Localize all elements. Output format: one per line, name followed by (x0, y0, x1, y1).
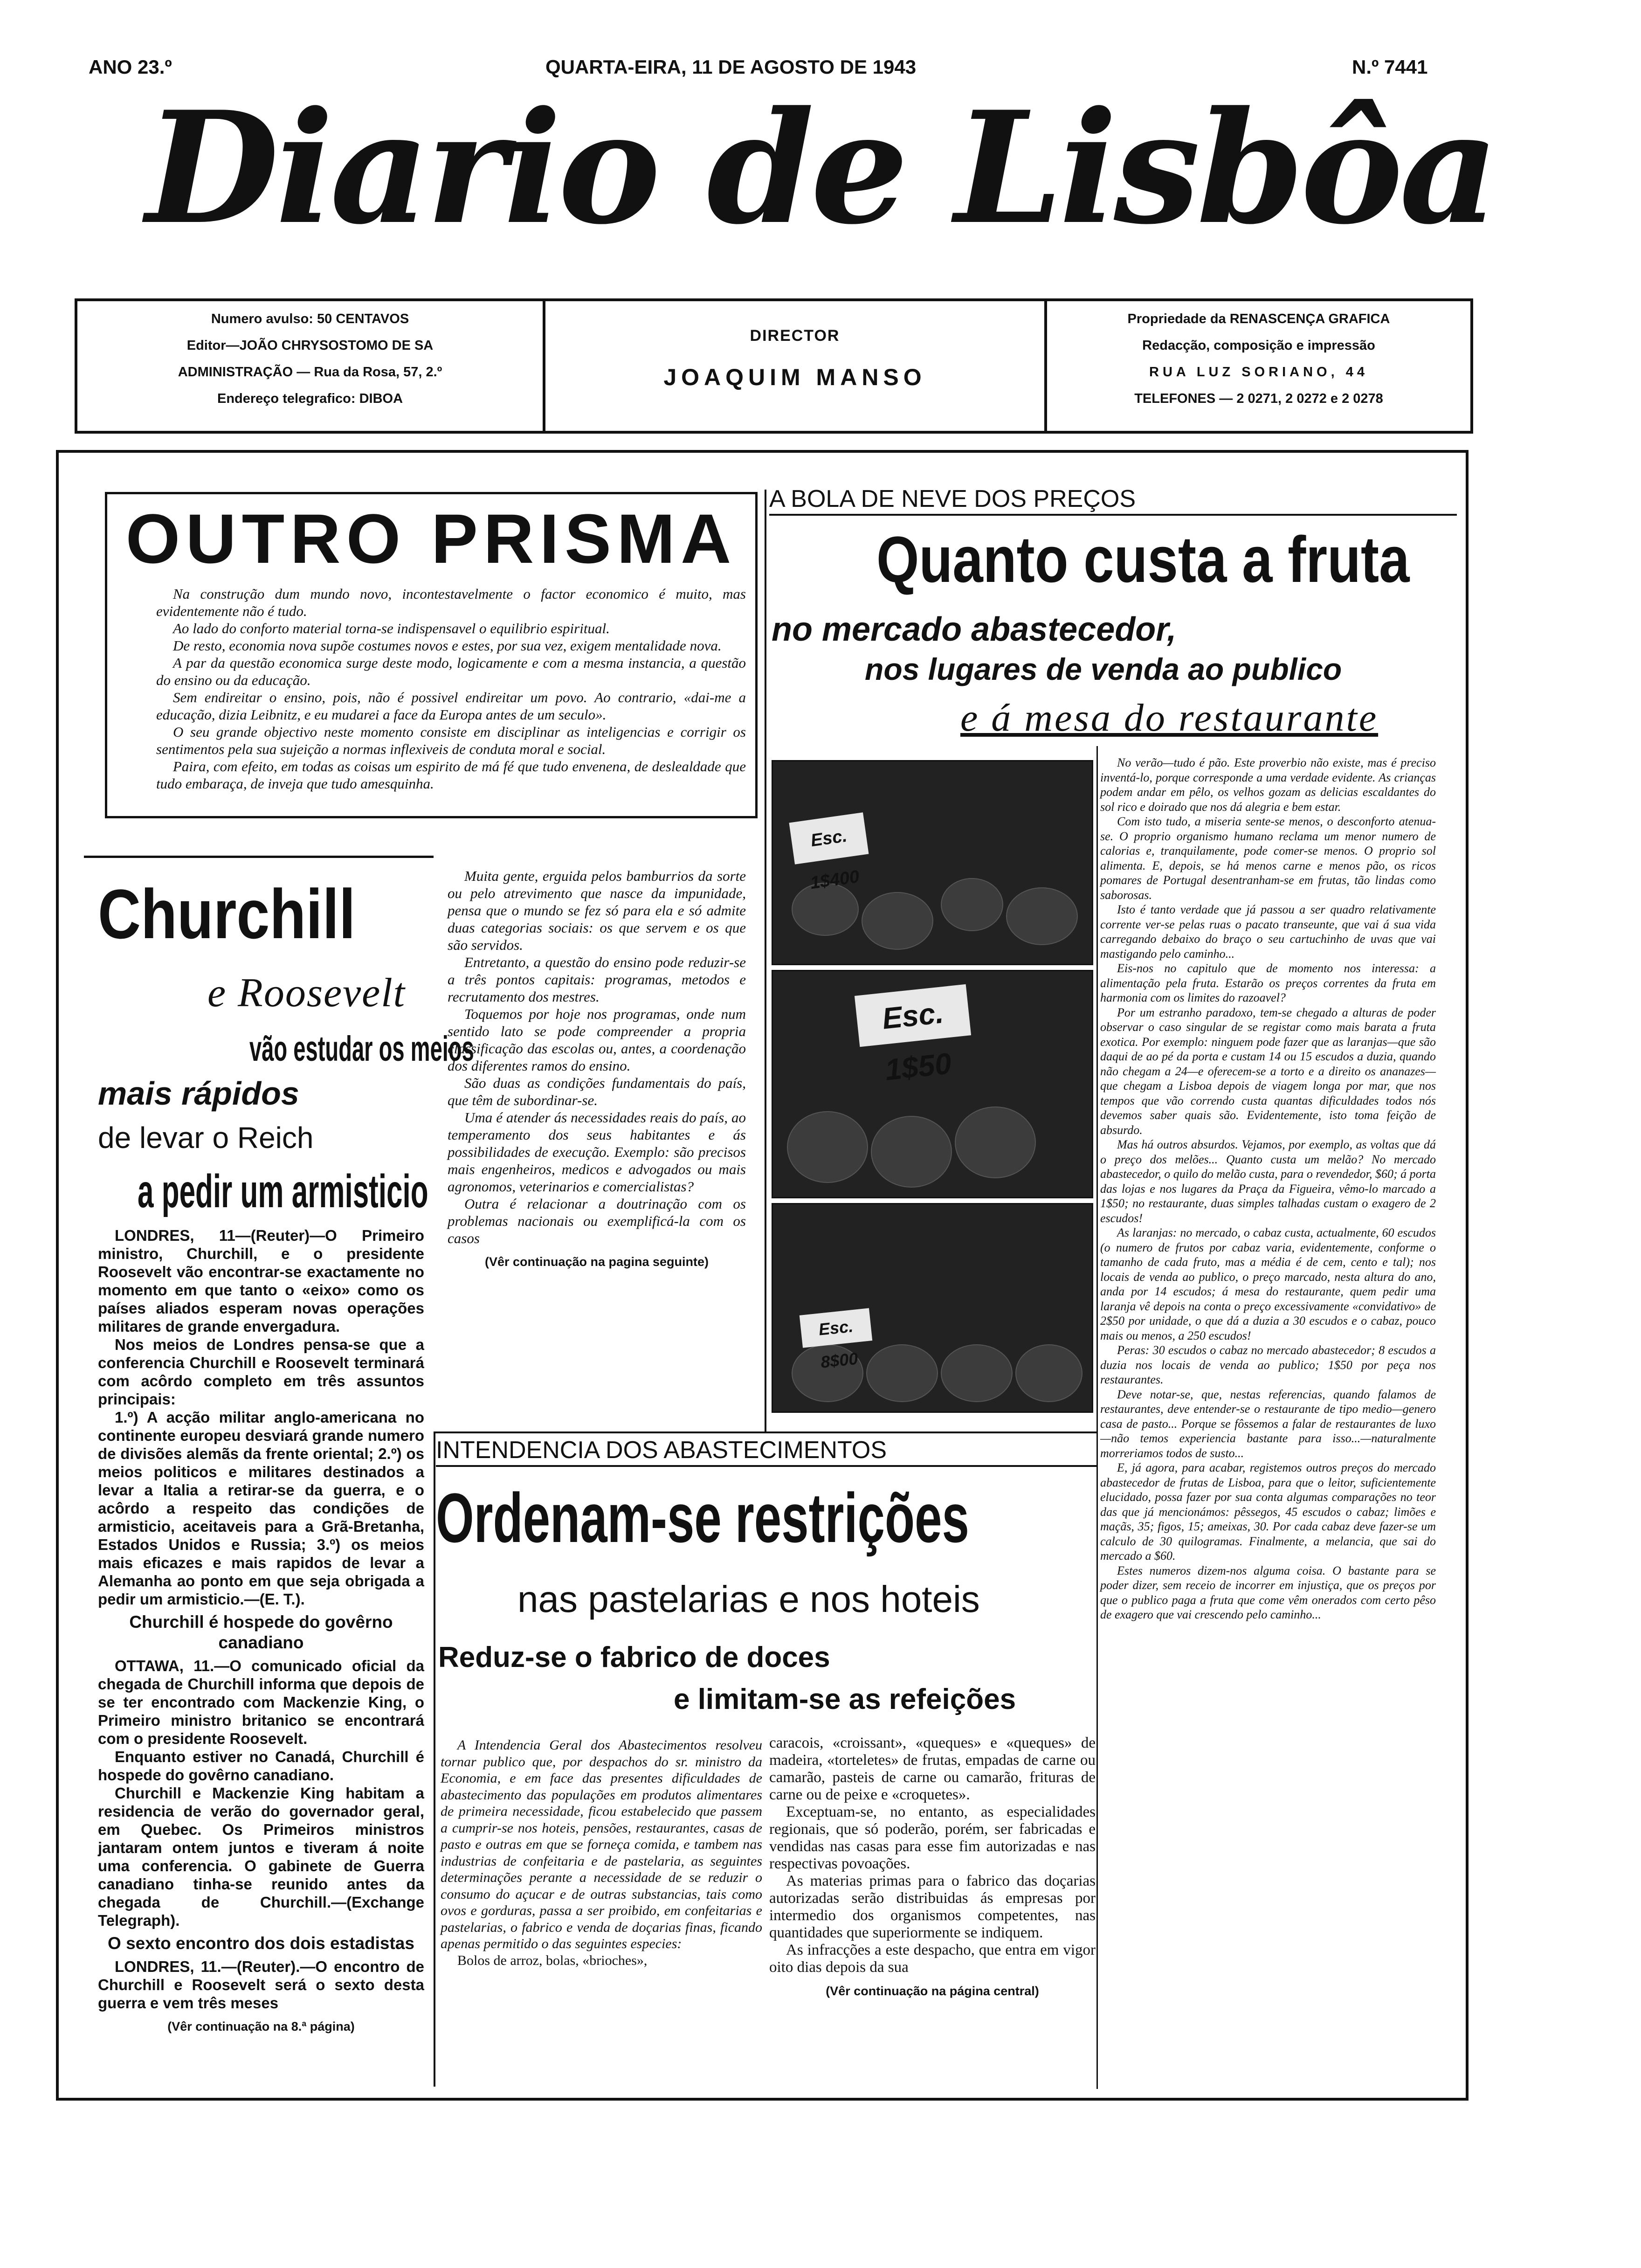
info-telegraph: Endereço telegrafico: DIBOA (217, 391, 403, 406)
column-rule (1096, 746, 1098, 2089)
article-paragraph: caracois, «croissant», «queques» e «queques» de madeira, «torteletes» de frutas, empadas de carne ou camarão, pasteis de carne ou camarão, frituras de carne ou de peixe e «croquetes». (769, 1735, 1096, 1803)
info-editor: Editor—JOÃO CHRYSOSTOMO DE SA (186, 338, 434, 353)
price-tag: Esc. 8$00 (800, 1308, 872, 1348)
fruta-headline: Quanto custa a fruta (876, 523, 1410, 596)
director-label: DIRECTOR (750, 327, 840, 345)
intendencia-col2 (769, 1735, 1096, 2000)
fruta-kicker-rule (769, 514, 1457, 516)
article-paragraph: Por um estranho paradoxo, tem-se chegado a alturas de poder observar o caso singular de se registar como mais barata a fruta exotica. Por exemplo: ninguem pode fazer que as laranjas—que são daqui de ao pé da porta e custam 14 ou 15 escudos a duzia, quando não chegam a 24—e oferecem-se a torto e a direito os ananazes—que chegam a Lisboa depois de viagem longa por mar, que nos tempos que vão correndo custa quantas dificuldades todos nós devemos saber quais são. Evidentemente, isto toma feição de absurdo. (1100, 1005, 1436, 1137)
director-name: JOAQUIM MANSO (663, 364, 926, 390)
article-paragraph: Com isto tudo, a miseria sente-se menos, o desconforto atenua-se. O proprio organismo humano reclama um menor numero de calorias e, tranquilamente, pode comer-se menos. O proprio sol alimenta. E, depois, se há menos carne e menos pão, os ricos pomares de Portugal desentranham-se em frutas, tão lindas como saborosas. (1100, 815, 1436, 902)
article-paragraph: O seu grande objectivo neste momento consiste em disciplinar as inteligencias e corrigir os sentimentos pela sua sujeição a normas inflexiveis de conduta moral e social. (156, 724, 746, 757)
churchill-headline-line6: a pedir um armisticio (138, 1165, 428, 1217)
article-paragraph: Exceptuam-se, no entanto, as especialidades regionais, que só poderão, porém, ser fabricadas e vendidas nas casas para esse fim autorizadas e nas respectivas povoações. (769, 1804, 1096, 1872)
article-paragraph: Peras: 30 escudos o cabaz no mercado abastecedor; 8 escudos a duzia nos locais de venda ao publico; 1$50 por peça nos restaurantes. (1100, 1343, 1436, 1386)
intendencia-headline-line4: e limitam-se as refeições (674, 1683, 1016, 1715)
article-paragraph: No verão—tudo é pão. Este proverbio não existe, mas é preciso inventá-lo, porque corresponde a uma verdade evidente. As crianças podem andar em pêlo, os velhos gozam as delicias escaldantes do sol rico e doirado que nos dá alegria e bem estar. (1100, 756, 1436, 814)
intendencia-top-rule (434, 1431, 1096, 1433)
fruta-headline-line2: no mercado abastecedor, (772, 611, 1177, 648)
article-paragraph: Sem endireitar o ensino, pois, não é possivel endireitar um povo. Ao contrario, «dai-me a educação, dizia Leibnitz, e eu mudarei a face da Europa antes de um seculo». (156, 689, 746, 723)
churchill-headline-line5: de levar o Reich (98, 1121, 314, 1155)
article-paragraph: A par da questão economica surge deste modo, logicamente e com a mesma instancia, a questão do ensino ou da educação. (156, 655, 746, 688)
outro-prisma-title: OUTRO PRISMA (125, 499, 737, 578)
article-paragraph: Mas há outros absurdos. Vejamos, por exemplo, as voltas que dá o preço dos melões... Quanto custa um melão? No mercado abastecedor, o quilo do melão custa, para o revendedor, $60; á porta das lojas e nos lugares da Praça da Figueira, vêmo-lo marcado a 1$50; no restaurante, duas simples talhadas custam o exagero de 2 escudos! (1100, 1138, 1436, 1225)
article-paragraph: Outra é relacionar a doutrinação com os problemas nacionais ou exemplificá-la com os casos (448, 1196, 746, 1246)
article-paragraph: De resto, economia nova supõe costumes novos e estes, por sua vez, exigem mentalidade nova. (173, 637, 722, 654)
info-redaction: Redacção, composição e impressão (1142, 338, 1375, 353)
article-paragraph: Uma é atender ás necessidades reais do país, ao temperamento dos seus habitantes e ás possibilidades de execução. Exemplo: são precisos mais engenheiros, medicos e advogados ou mais agronomos, veterinarios e comercialistas? (448, 1109, 746, 1195)
article-paragraph: Na construção dum mundo novo, incontestavelmente o factor economico é muito, mas evidentemente não é tudo. (156, 586, 746, 619)
article-paragraph: 1.º) A acção militar anglo-americana no continente europeu desviará grande numero de divisões alemãs da frente oriental; 2.º) os meios politicos e militares destinados a levar a Italia a retirar-se da guerra, e o acôrdo a respeito das condições de armisticio, aceitaveis para a Grã-Bretanha, Estados Unidos e Russia; 3.º) os meios mais eficazes e mais rapidos de levar a Alemanha ao ponto em que seja obrigada a pedir um armisticio.—(E. T.). (98, 1409, 424, 1608)
info-box-left (75, 298, 545, 434)
article-paragraph: Eis-nos no capitulo que de momento nos interessa: a alimentação pela fruta. Estarão os preços correntes da fruta em harmonia com os limites do razoavel? (1100, 961, 1436, 1004)
fruit-photo-3 (772, 1203, 1093, 1413)
article-paragraph: As infracções a este despacho, que entra em vigor oito dias depois da sua (769, 1942, 1096, 1976)
column-rule (765, 490, 766, 1431)
article-paragraph: Toquemos por hoje nos programas, onde num sentido lato se pode compreender a propria classificação das escolas ou, antes, a coordenação dos diferentes ramos do ensino. (448, 1006, 746, 1074)
masthead-title: Diario de Lisbôa (145, 77, 1496, 258)
churchill-article (98, 1226, 424, 2036)
article-paragraph: Enquanto estiver no Canadá, Churchill é hospede do govêrno canadiano. (98, 1748, 424, 1784)
churchill-continuation: (Vêr continuação na 8.ª página) (167, 2019, 355, 2033)
article-paragraph: A Intendencia Geral dos Abastecimentos resolveu tornar publico que, por despachos do sr. ministro da Economia, e em face das presentes dificuldades de abastecimento das populações em produtos alimentares de primeira necessidade, ficou estabelecido que passem a cumprir-se nos hoteis, pensões, restaurantes, casas de pasto e outras em que se forneça comida, e tambem nas industrias de confeitaria e de pastelaria, as seguintes determinações perante a necessidade de se reduzir o consumo do açucar e de outras substancias, tais como ovos e gorduras, passa a ser proibido, em confeitarias e pastelarias, o fabrico e venda de doçarias finas, ficando apenas permitido o das seguintes especies: (441, 1737, 762, 1951)
intendencia-kicker-rule (436, 1465, 1096, 1467)
churchill-subhead-2: O sexto encontro dos dois estadistas (108, 1934, 414, 1953)
issue-number: N.º 7441 (1352, 56, 1428, 78)
article-paragraph: Nos meios de Londres pensa-se que a conferencia Churchill e Roosevelt terminará com acôrdo completo em três assuntos principais: (98, 1336, 424, 1408)
article-paragraph: LONDRES, 11—(Reuter)—O Primeiro ministro, Churchill, e o presidente Roosevelt vão encontrar-se exactamente no momento em que tanto o «eixo» como os países aliados esperam novas operações militares de grande envergadura. (98, 1227, 424, 1335)
article-paragraph: LONDRES, 11.—(Reuter).—O encontro de Churchill e Roosevelt será o sexto desta guerra e vem três meses (98, 1958, 424, 2012)
price-tag: Esc. 1$400 (789, 812, 869, 864)
article-paragraph: Estes numeros dizem-nos alguma coisa. O bastante para se poder dizer, sem receio de incorrer em injustiça, que os preços por que o publico paga a fruta que come vêm onerados com certo pêso de exagero que vai crescendo pelo caminho... (1100, 1563, 1436, 1621)
fruta-headline-line3: nos lugares de venda ao publico (865, 652, 1342, 686)
churchill-headline: Churchill (98, 875, 356, 953)
intendencia-kicker: INTENDENCIA DOS ABASTECIMENTOS (436, 1437, 887, 1464)
info-owner: Propriedade da RENASCENÇA GRAFICA (1127, 311, 1390, 326)
article-paragraph: Deve notar-se, que, nestas referencias, quando falamos de restaurantes, deve entender-se o restaurante de tipo medio—genero casa de pasto... Porque se fôssemos a falar de restaurantes de luxo—não temos experiencia bastante para isso...—naturalmente morreriamos todos de susto... (1100, 1387, 1436, 1460)
info-address: RUA LUZ SORIANO, 44 (1149, 365, 1368, 380)
churchill-headline-line4: mais rápidos (98, 1075, 299, 1112)
article-paragraph: OTTAWA, 11.—O comunicado oficial da chegada de Churchill informa que depois de se ter encontrado com Mackenzie King, o Primeiro ministro britanico se encontrará com o presidente Roosevelt. (98, 1657, 424, 1747)
intendencia-headline-line3: Reduz-se o fabrico de doces (438, 1641, 830, 1673)
intendencia-col1 (441, 1737, 762, 1969)
info-box-right (1044, 298, 1473, 434)
article-paragraph: As materias primas para o fabrico das doçarias autorizadas serão distribuidas ás empresas por intermedio dos organismos competentes, nas quantidades que superiormente se indiquem. (769, 1873, 1096, 1941)
article-paragraph: Paira, com efeito, em todas as coisas um espirito de má fé que tudo envenena, de deslealdade que tudo embaraça, de inveja que tudo amesquinha. (156, 758, 746, 792)
fruit-photo-2 (772, 970, 1093, 1198)
price-tag: Esc. 1$50 (855, 984, 971, 1047)
churchill-headline-line3: vão estudar os meios (249, 1029, 474, 1069)
churchill-subhead-1: Churchill é hospede do govêrno canadiano (129, 1612, 393, 1652)
intendencia-headline-line2: nas pastelarias e nos hoteis (517, 1578, 980, 1620)
info-box-center (545, 298, 1044, 434)
fruta-headline-line4: e á mesa do restaurante (960, 696, 1379, 740)
info-price: Numero avulso: 50 CENTAVOS (211, 311, 409, 326)
churchill-top-rule (84, 856, 434, 858)
fruit-photo-1 (772, 760, 1093, 965)
article-paragraph: E, já agora, para acabar, registemos outros preços do mercado abastecedor de frutas de Lisboa, para que o leitor, suficientemente elucidado, possa fazer por sua conta algumas comparações no teor das que já mencionámos: pêssegos, 45 escudos o cabaz; limões e maçãs, 35; figos, 15; ameixas, 30. Por cada cabaz deve fazer-se um calculo de 30 quilogramas. Finalmente, a melancia, que sai do mercado a $60. (1100, 1461, 1436, 1563)
intendencia-headline: Ordenam-se restrições (436, 1479, 969, 1557)
issue-date: QUARTA-EIRA, 11 DE AGOSTO DE 1943 (545, 56, 917, 78)
info-phones: TELEFONES — 2 0271, 2 0272 e 2 0278 (1134, 391, 1383, 406)
churchill-headline-line2: e Roosevelt (207, 970, 406, 1016)
year-label: ANO 23.º (89, 56, 172, 78)
article-paragraph: Muita gente, erguida pelos bamburrios da sorte ou pelo atrevimento que nasce da impunidade, pensa que o mundo se fez só para ela e só admite duas categorias sociais: os que servem e os que são servidos. (448, 868, 746, 953)
article-paragraph: Isto é tanto verdade que já passou a ser quadro relativamente corrente ver-se pelas ruas o pacato transeunte, que vai á sua vida carregando debaixo do braço o seu cartuchinho de uvas que vai mastigando pelo caminho... (1100, 903, 1436, 961)
article-paragraph: As laranjas: no mercado, o cabaz custa, actualmente, 60 escudos (o numero de frutos por cabaz varia, evidentemente, conforme o tamanho de cada fruto, mas a média é de cem, cento e tal); nos locais de venda ao publico, o preço marcado, nesta altura do ano, anda por 14 escudos; á mesa do restaurante, quem pedir uma laranja vê depois na conta o preço excessivamente «convidativo» de 2$50 por unidade, o que dá a duzia a 30 escudos e o cabaz, pouco mais ou menos, a 250 escudos! (1100, 1226, 1436, 1342)
intendencia-continuation: (Vêr continuação na página central) (826, 1984, 1039, 1998)
outro-prisma-continuation: (Vêr continuação na pagina seguinte) (484, 1255, 709, 1269)
article-paragraph: Entretanto, a questão do ensino pode reduzir-se a três pontos capitais: programas, metodos e recrutamento dos mestres. (448, 954, 746, 1005)
article-paragraph: Ao lado do conforto material torna-se indispensavel o equilibrio espiritual. (173, 620, 610, 636)
outro-prisma-col2 (448, 867, 746, 1271)
fruta-kicker: A BOLA DE NEVE DOS PREÇOS (769, 485, 1136, 512)
fruta-article (1100, 755, 1436, 1622)
outro-prisma-intro (156, 585, 746, 792)
article-paragraph: São duas as condições fundamentais do país, que têm de subordinar-se. (448, 1075, 746, 1108)
article-paragraph: Churchill e Mackenzie King habitam a residencia de verão do governador geral, em Quebec. Os Primeiros ministros jantaram ontem juntos e tiveram á noite uma conferencia. O gabinete de Guerra canadiano tinha-se reunido antes da chegada de Churchill.—(Exchange Telegraph). (98, 1784, 424, 1929)
article-paragraph: Bolos de arroz, bolas, «brioches», (457, 1952, 648, 1968)
info-administration: ADMINISTRAÇÃO — Rua da Rosa, 57, 2.º (178, 365, 442, 380)
column-rule (434, 1431, 435, 2087)
